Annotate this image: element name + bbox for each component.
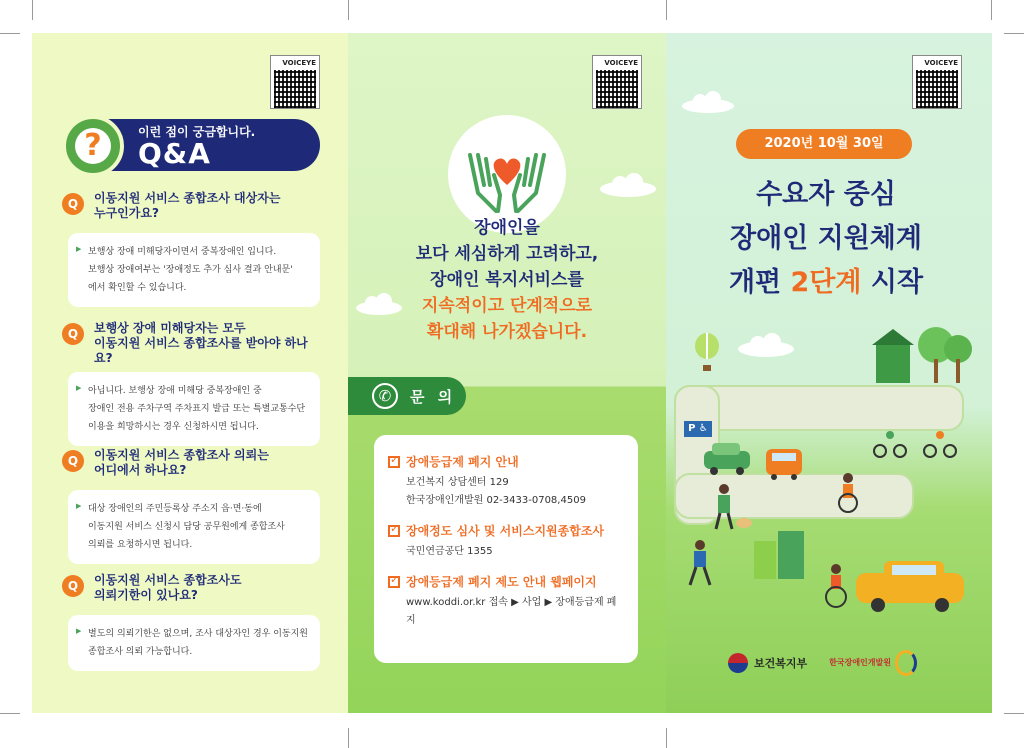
inquiry-tab [348,377,466,415]
qr-pattern [274,70,316,108]
voiceye-label: VOICEYE [924,59,958,67]
contact-title: 장애등급제 폐지 안내 [406,455,519,469]
buildings-icon [750,529,810,579]
kodi-logo [829,650,917,676]
qa-header [62,115,320,173]
crop-mark [0,713,20,714]
title-line: 장애인 지원체계 [730,223,922,254]
taeguk-icon [728,653,748,673]
answer-text: ▶ 별도의 의뢰기한은 없으며, 조사 대상자인 경우 이동지원 종합조사 의뢰 가능합니다. [88,629,308,657]
q-mark-icon: Q [62,193,84,215]
contact-item [388,573,624,630]
person-with-guide-dog-icon [712,483,752,533]
contact-line: 국민연금공단 1355 [406,546,493,557]
hot-air-balloon-icon [694,333,720,373]
voiceye-qr-code [270,55,320,109]
question-text: 이동지원 서비스 종합조사 의뢰는 어디에서 하나요? [94,448,269,477]
cyclists-icon [872,429,962,459]
title-line [686,261,966,305]
answer-box [68,615,320,671]
answer-text: ▶ 아닙니다. 보행상 장애 미해당 중복장애인 중 장애인 전용 주차구역 주차표지 발급 또는 특별교통수단 이용을 희망하시는 경우 신청하시면 됩니다. [88,386,306,432]
q-mark-icon: Q [62,323,84,345]
title-text: 시작 [861,267,924,298]
contact-title: 장애등급제 폐지 제도 안내 웹페이지 [406,575,597,589]
answer-box [68,490,320,564]
voiceye-label: VOICEYE [282,59,316,67]
answer-text: ▶ 보행상 장애 미해당자이면서 중복장애인 입니다. 보행상 장애여부는 '장애정도 추가 심사 결과 안내문' 에서 확인할 수 있습니다. [88,247,293,293]
checkbox-icon [388,576,400,588]
title-line: 수요자 중심 [756,179,896,210]
crop-mark [0,33,20,34]
crop-mark [991,0,992,20]
crop-mark [32,0,33,20]
message-line: 보다 세심하게 고려하고, [415,244,599,264]
cover-title [686,173,966,305]
crop-mark [1004,33,1024,34]
contact-card [374,435,638,663]
voiceye-qr-code [912,55,962,109]
wheelchair-ramp-user-icon [816,563,856,613]
question-text: 이동지원 서비스 종합조사 대상자는 누구인가요? [94,191,281,220]
message-line: 확대해 나가겠습니다. [426,322,588,342]
qa-item [62,321,324,446]
kodi-mark-icon [895,650,917,676]
qa-title: Q&A [138,137,211,170]
wheelchair-user-icon [834,473,868,513]
message-line: 지속적이고 단계적으로 [421,296,593,316]
qa-panel [32,33,348,713]
qr-pattern [916,70,958,108]
parking-sign-letter: P [688,423,696,434]
qa-subtitle: 이런 점이 궁금합니다. [138,125,256,139]
question-text: 이동지원 서비스 종합조사도 의뢰기한이 있나요? [94,573,242,602]
crop-mark [348,0,349,20]
date-badge: 2020년 10월 30일 [736,129,912,159]
q-mark-icon: Q [62,450,84,472]
qa-item [62,448,324,564]
contact-line: 보건복지 상담센터 129 [406,477,509,488]
organization-logos [728,641,968,685]
qa-item [62,191,324,307]
crop-mark [1004,713,1024,714]
question-bubble-icon [62,115,124,177]
cloud-icon [598,173,658,197]
cover-panel [666,33,992,713]
q-mark-icon: Q [62,575,84,597]
checkbox-icon [388,525,400,537]
answer-box [68,372,320,446]
accessible-parking-sign: P ♿ [684,421,712,437]
message-line: 장애인을 [474,218,540,238]
inquiry-panel [348,33,666,713]
green-car-icon [702,441,752,475]
mohw-logo [728,653,807,673]
kodi-logo-text: 한국장애인개발원 [829,658,891,667]
crop-mark [666,728,667,748]
answer-text: ▶ 대상 장애인의 주민등록상 주소지 읍·면·동에 이동지원 서비스 신청시 담당 공무원에게 종합조사 의뢰를 요청하시면 됩니다. [88,504,285,550]
qr-pattern [596,70,638,108]
inquiry-label: 문 의 [410,388,457,406]
accessible-taxi-icon [854,555,966,613]
contact-item [388,522,624,561]
cloud-icon [680,91,736,113]
cloud-icon [736,333,796,357]
message-line: 장애인 복지서비스를 [430,270,584,290]
contact-url: www.koddi.or.kr 접속 ▶ 사업 ▶ 장애등급제 폐지 [406,597,617,626]
crop-mark [666,0,667,20]
town-illustration [866,323,986,393]
checkbox-icon [388,456,400,468]
voiceye-label: VOICEYE [604,59,638,67]
title-text: 개편 [728,267,791,298]
title-highlight: 2단계 [790,267,862,298]
mohw-logo-text: 보건복지부 [754,657,808,670]
phone-icon: ✆ [372,383,398,409]
contact-item [388,453,624,510]
commitment-message [368,215,646,345]
question-text: 보행상 장애 미해당자는 모두 이동지원 서비스 종합조사를 받아야 하나요? [94,321,308,365]
voiceye-qr-code [592,55,642,109]
question-mark: ? [75,128,111,164]
contact-title: 장애정도 심사 및 서비스지원종합조사 [406,524,605,538]
crop-mark [348,728,349,748]
contact-line: 한국장애인개발원 02-3433-0708,4509 [406,495,586,506]
walking-person-icon [686,539,716,589]
orange-car-icon [764,441,804,481]
answer-box [68,233,320,307]
qa-item [62,573,324,671]
